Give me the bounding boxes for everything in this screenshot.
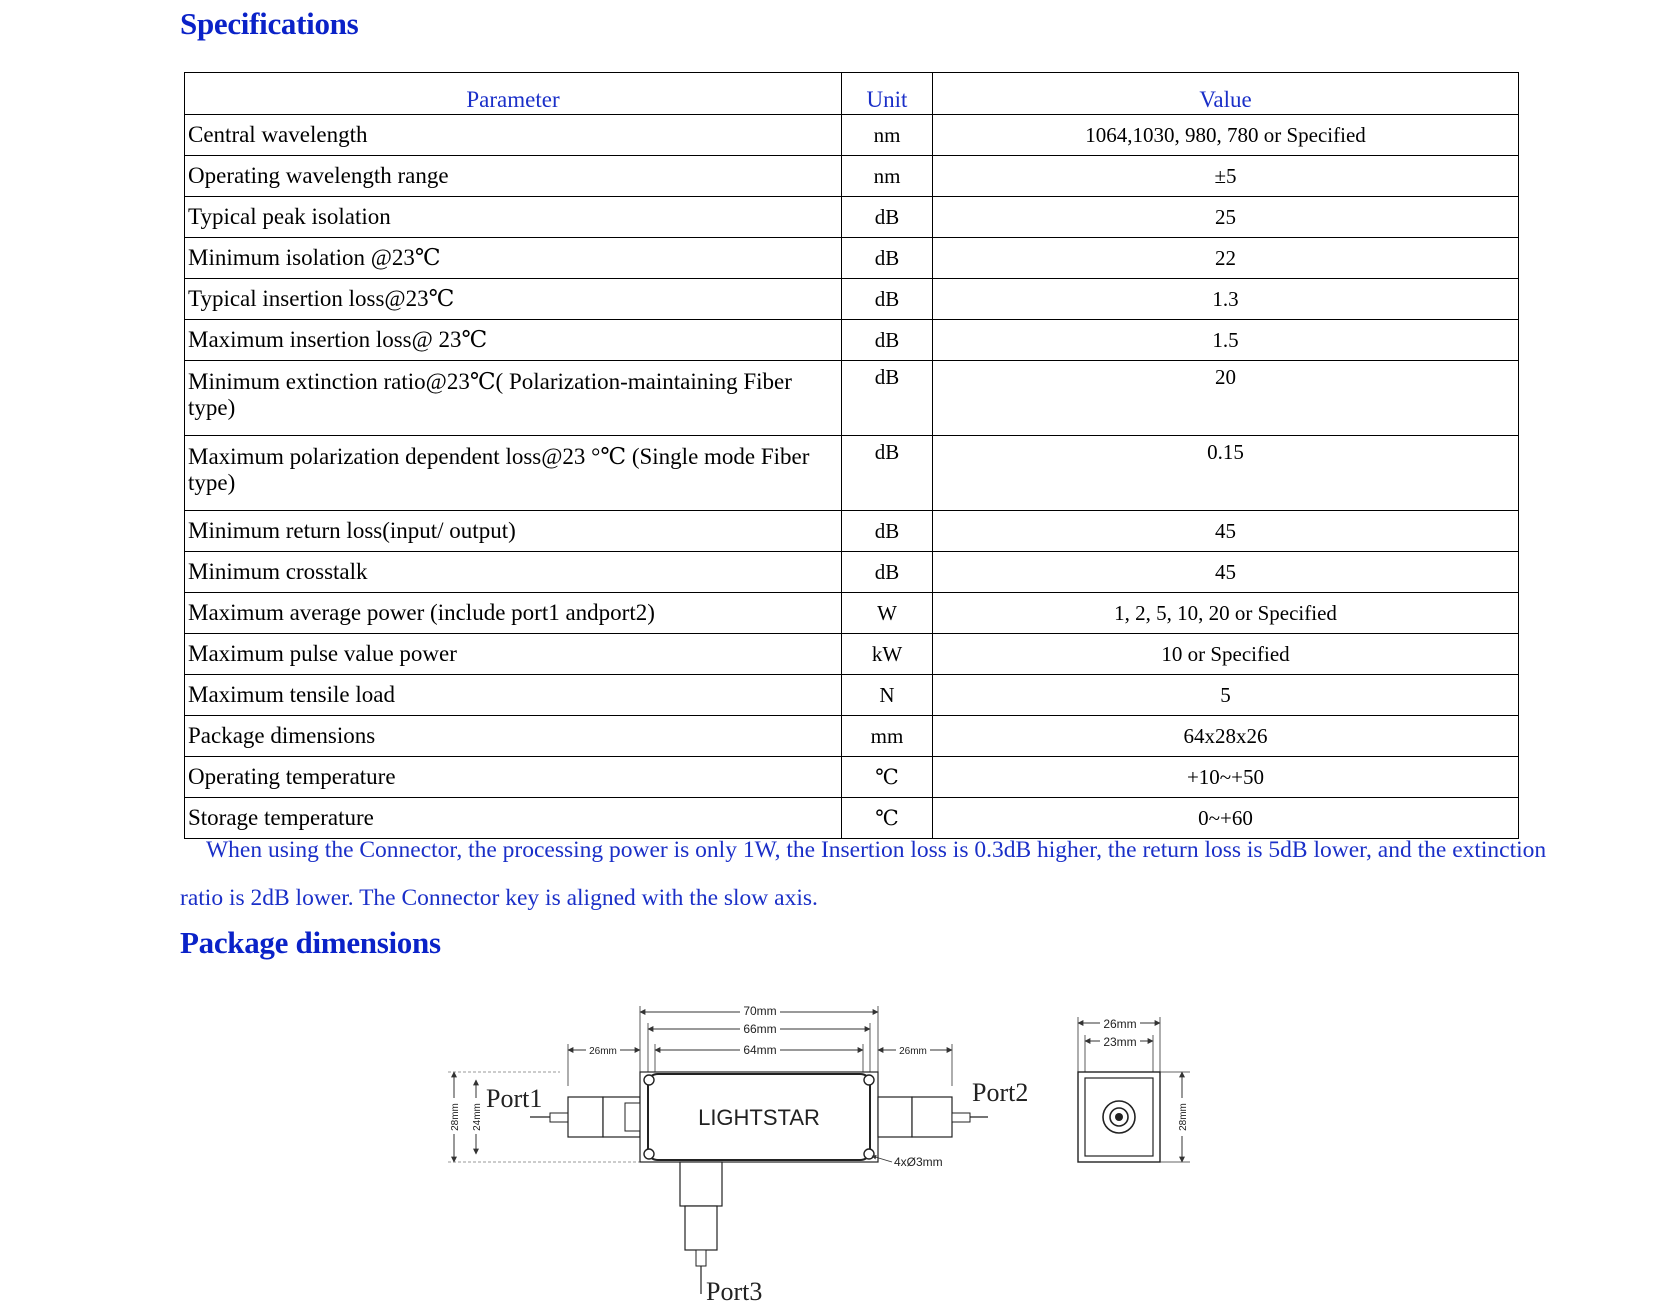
cell-unit: ℃ xyxy=(842,757,933,798)
cell-parameter: Storage temperature xyxy=(185,798,842,839)
cell-unit: N xyxy=(842,675,933,716)
dimension-overall xyxy=(640,1004,878,1072)
port1-assembly xyxy=(486,1084,640,1137)
dim-label-holes-span: 66mm xyxy=(743,1022,777,1036)
brand-logo: LIGHTSTAR xyxy=(698,1105,820,1130)
cell-parameter: Minimum isolation @23℃ xyxy=(185,238,842,279)
table-row xyxy=(185,511,1519,552)
table-row xyxy=(185,320,1519,361)
cell-parameter: Maximum average power (include port1 andport2) xyxy=(185,593,842,634)
cell-parameter: Maximum tensile load xyxy=(185,675,842,716)
table-row xyxy=(185,279,1519,320)
cell-unit: dB xyxy=(842,197,933,238)
column-header-parameter: Parameter xyxy=(185,73,842,115)
table-row xyxy=(185,238,1519,279)
dimension-left-fiber xyxy=(568,1044,640,1086)
connector-note: When using the Connector, the processing power is only 1W, the Insertion loss is 0.3dB higher, the return loss is 5dB lower, and the extinction ratio is 2dB lower. The Connector key is aligned with the slow axis. xyxy=(180,837,1547,911)
cell-unit: nm xyxy=(842,156,933,197)
cell-parameter: Minimum crosstalk xyxy=(185,552,842,593)
dim-label-height-outer: 28mm xyxy=(450,1103,461,1131)
cell-unit: dB xyxy=(842,238,933,279)
cell-unit: dB xyxy=(842,320,933,361)
package-body xyxy=(640,1072,878,1162)
table-row xyxy=(185,634,1519,675)
table-row xyxy=(185,552,1519,593)
cell-unit: dB xyxy=(842,361,933,436)
package-dimensions-drawing xyxy=(440,996,1196,1309)
dim-label-holes: 4xØ3mm xyxy=(894,1155,943,1169)
dimension-height-inner xyxy=(470,1080,483,1154)
cell-unit: dB xyxy=(842,511,933,552)
cell-value: 45 xyxy=(933,511,1519,552)
cell-value: 1.5 xyxy=(933,320,1519,361)
cell-value: 5 xyxy=(933,675,1519,716)
cell-unit: mm xyxy=(842,716,933,757)
dim-label-body: 64mm xyxy=(743,1043,777,1057)
side-view xyxy=(1078,1017,1190,1162)
table-row xyxy=(185,197,1519,238)
table-row xyxy=(185,361,1519,436)
cell-value: 1.3 xyxy=(933,279,1519,320)
cell-parameter: Minimum return loss(input/ output) xyxy=(185,511,842,552)
cell-value: 1, 2, 5, 10, 20 or Specified xyxy=(933,593,1519,634)
column-header-value: Value xyxy=(933,73,1519,115)
dim-label-right-fiber: 26mm xyxy=(899,1046,927,1057)
dim-label-overall: 70mm xyxy=(743,1004,777,1018)
table-row xyxy=(185,675,1519,716)
cell-unit: dB xyxy=(842,552,933,593)
cell-value: ±5 xyxy=(933,156,1519,197)
cell-unit: dB xyxy=(842,436,933,511)
cell-value: 20 xyxy=(933,361,1519,436)
cell-unit: kW xyxy=(842,634,933,675)
table-header-row xyxy=(185,73,1519,115)
cell-parameter: Maximum pulse value power xyxy=(185,634,842,675)
cell-unit: W xyxy=(842,593,933,634)
table-row xyxy=(185,757,1519,798)
cell-parameter: Minimum extinction ratio@23℃( Polarization-maintaining Fiber type) xyxy=(185,361,842,436)
label-port2: Port2 xyxy=(972,1078,1029,1107)
cell-value: 0~+60 xyxy=(933,798,1519,839)
label-port3: Port3 xyxy=(706,1277,763,1306)
dimension-body xyxy=(655,1042,863,1072)
dim-label-side-height: 28mm xyxy=(1178,1103,1189,1131)
dim-label-side-outer: 26mm xyxy=(1103,1017,1137,1031)
cell-value: 1064,1030, 980, 780 or Specified xyxy=(933,115,1519,156)
label-port1: Port1 xyxy=(486,1084,543,1113)
cell-parameter: Maximum polarization dependent loss@23 °℃ (Single mode Fiber type) xyxy=(185,436,842,511)
table-row xyxy=(185,593,1519,634)
cell-value: 64x28x26 xyxy=(933,716,1519,757)
cell-parameter: Operating wavelength range xyxy=(185,156,842,197)
cell-value: 0.15 xyxy=(933,436,1519,511)
port2-assembly xyxy=(878,1078,1028,1137)
cell-parameter: Central wavelength xyxy=(185,115,842,156)
cell-parameter: Maximum insertion loss@ 23℃ xyxy=(185,320,842,361)
table-row xyxy=(185,436,1519,511)
table-row xyxy=(185,156,1519,197)
cell-value: 25 xyxy=(933,197,1519,238)
cell-unit: dB xyxy=(842,279,933,320)
column-header-unit: Unit xyxy=(842,73,933,115)
cell-parameter: Typical peak isolation xyxy=(185,197,842,238)
specifications-table xyxy=(184,72,1519,839)
cell-parameter: Operating temperature xyxy=(185,757,842,798)
cell-parameter: Typical insertion loss@23℃ xyxy=(185,279,842,320)
section-title-package-dimensions: Package dimensions xyxy=(180,925,441,960)
cell-parameter: Package dimensions xyxy=(185,716,842,757)
cell-unit: ℃ xyxy=(842,798,933,839)
cell-unit: nm xyxy=(842,115,933,156)
cell-value: 22 xyxy=(933,238,1519,279)
table-row xyxy=(185,115,1519,156)
dim-label-left-fiber: 26mm xyxy=(589,1046,617,1057)
cell-value: 45 xyxy=(933,552,1519,593)
dimension-right-fiber xyxy=(878,1044,952,1086)
dim-label-side-inner: 23mm xyxy=(1103,1035,1137,1049)
port3-assembly xyxy=(680,1162,762,1306)
dimension-holes xyxy=(872,1155,943,1169)
section-title-specifications: Specifications xyxy=(180,6,359,41)
cell-value: 10 or Specified xyxy=(933,634,1519,675)
dim-label-height-inner: 24mm xyxy=(472,1103,483,1131)
cell-value: +10~+50 xyxy=(933,757,1519,798)
table-row xyxy=(185,716,1519,757)
